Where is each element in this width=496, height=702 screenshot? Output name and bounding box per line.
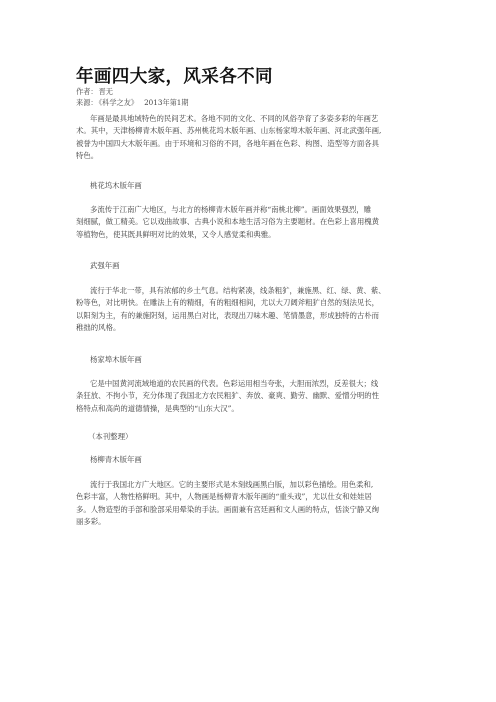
paragraph-line: 丽多彩。	[76, 517, 106, 527]
section-body-yangliuqing	[76, 479, 426, 529]
author-line	[76, 87, 113, 97]
author-name: 晋无	[98, 87, 113, 96]
section-heading-yangjiabu: 杨家埠木版年画	[90, 355, 142, 364]
paragraph-line: 特色。	[76, 151, 99, 161]
source-label: 来源：	[76, 98, 98, 107]
paragraph-line: 多。人物造型的手部和脸部采用晕染的手法。画面兼有宫廷画和文人画的特点，恬淡宁静又绚	[76, 504, 380, 514]
paragraph-line: 年画是最具地域特色的民间艺术。各地不同的文化、不同的风俗孕育了多姿多彩的年画艺	[90, 114, 379, 123]
section-body-wuqiang	[76, 285, 426, 335]
source-line	[76, 98, 189, 108]
paragraph-line: 术。其中，天津杨柳青木版年画、苏州桃花坞木版年画、山东杨家埠木版年画、河北武强年画,	[76, 126, 382, 136]
paragraph-line: 被誉为中国四大木版年画。由于环境和习俗的不同，各地年画在色彩、构图、造型等方面各具	[76, 138, 380, 148]
issue-number: 2013年第1期	[144, 98, 189, 107]
source-name: 《科学之友》	[98, 98, 139, 107]
paragraph-line: 多流传于江南广大地区，与北方的杨柳青木版年画并称“南桃北柳”。画面效果强烈，雕	[90, 205, 372, 214]
article-title: 年画四大家，风采各不同	[76, 67, 273, 87]
section-heading-taohuawu: 桃花坞木版年画	[90, 181, 142, 190]
editor-note: （本刊整理）	[88, 432, 133, 441]
paragraph-line: 流行于华北一带，具有浓郁的乡土气息。结构紧凑，线条粗犷，兼施黑、红、绿、黄、紫、	[90, 286, 386, 295]
author-label: 作者：	[76, 87, 98, 96]
paragraph-line: 刻细腻，做工精美。它以戏曲故事、古典小说和本地生活习俗为主要题材。在色彩上喜用槐黄	[76, 217, 380, 227]
paragraph-line: 色彩丰富，人物性格鲜明。其中，人物画是杨柳青木版年画的“重头戏”，尤以仕女和娃娃居	[76, 492, 372, 502]
paragraph-line: 流行于我国北方广大地区。它的主要形式是木刻线画黑白版，加以彩色描绘。用色柔和,	[90, 480, 374, 489]
section-heading-yangliuqing: 杨柳青木版年画	[90, 455, 142, 464]
paragraph-line: 它是中国黄河流域地道的农民画的代表。色彩运用相当夸张，大胆而浓烈，反差很大；线	[90, 379, 379, 388]
section-heading-wuqiang: 武强年画	[90, 261, 120, 270]
section-body-taohuawu	[76, 204, 426, 241]
intro-paragraph	[76, 113, 426, 163]
paragraph-line: 粉等色，对比明快。在雕法上有的精细，有的粗细相间，尤以大刀阔斧粗犷自然的刻法见长，	[76, 298, 380, 308]
paragraph-line: 条狂放、不拘小节，充分体现了我国北方农民粗犷、奔放、豪爽、勤劳、幽默、爱憎分明的性	[76, 391, 380, 401]
paragraph-line: 等植物色，使其既具鲜明对比的效果，又令人感觉柔和典雅。	[76, 229, 276, 239]
paragraph-line: 稚拙的风格。	[76, 323, 121, 333]
paragraph-line: 格特点和高尚的道德情操，是典型的“山东大汉”。	[76, 403, 239, 413]
section-body-yangjiabu	[76, 378, 426, 415]
paragraph-line: 以阳刻为主，有的兼施阴刻，运用黑白对比，表现出刀味木趣、笔情墨意，形成独特的古朴而	[76, 310, 380, 320]
